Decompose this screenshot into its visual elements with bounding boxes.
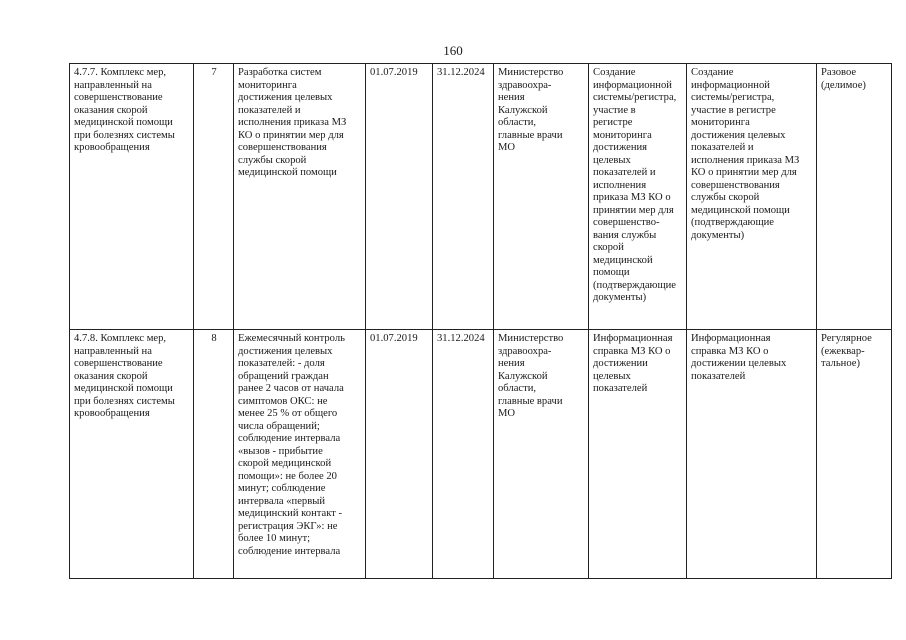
activity-cell-line: «вызов - прибытие [238,445,323,457]
control-type-cell-line: Регулярное [821,333,872,344]
result-cell-line: показателей [593,383,648,394]
end-date-cell: 31.12.2024 [433,64,494,330]
measure-cell-line: оказания скорой [74,370,148,382]
result-cell-line: документы) [593,292,647,303]
activity-cell-line: совершенствования [238,142,327,153]
page-number: 160 [443,43,463,58]
number-cell: 8 [194,330,234,579]
executor-cell-line: главные врачи [498,129,563,141]
control-type-cell-line: тальное) [821,358,860,369]
result-cell-line: участие в [593,104,636,116]
control-document-cell-line: документы) [691,229,745,241]
control-document-cell-line: Информационная [691,333,771,344]
result-cell-line: регистре [593,117,633,128]
control-document-cell-line: системы/регистра, [691,92,775,103]
activity-cell-line: КО о принятии мер для [238,129,344,141]
result-cell-line: справка МЗ КО о [593,345,671,357]
executor-cell-line: МО [498,408,516,419]
control-type-cell [817,330,892,579]
activity-cell-line: медицинский контакт - [238,508,343,519]
result-cell-line: Информационная [593,333,673,344]
activity-cell-line: показателей: - доля [238,358,325,369]
result-cell [589,64,687,330]
activity-cell-line: менее 25 % от общего [238,408,338,419]
activity-cell-line: минут; соблюдение [238,483,326,494]
control-document-cell-line: справка МЗ КО о [691,345,769,357]
control-type-cell [817,64,892,330]
control-document-cell-line: совершенствования [691,179,780,191]
control-type-cell-line: (ежеквар- [821,345,865,357]
measure-cell-line: совершенствование [74,92,163,103]
executor-cell-line: нения [498,92,525,103]
activity-cell-line: симптомов ОКС: не [238,395,328,407]
activity-cell [234,64,366,330]
activity-cell-line: скорой медицинской [238,458,332,469]
end-date-cell: 31.12.2024 [433,330,494,579]
activity-cell-line: обращений граждан [238,370,329,382]
measure-cell-line: медицинской помощи [74,117,173,128]
measure-cell-line: кровообращения [74,142,150,153]
activity-cell-line: регистрация ЭКГ»: не [238,520,338,532]
control-document-cell-line: участие в регистре [691,104,776,116]
activity-cell-line: соблюдение интервала [238,545,341,557]
result-cell-line: совершенство- [593,217,660,228]
control-document-cell [687,330,817,579]
measure-cell-line: медицинской помощи [74,383,173,394]
executor-cell-line: здравоохра- [498,79,552,91]
number-cell: 7 [194,64,234,330]
measure-cell-line: при болезнях системы [74,395,175,407]
measure-cell [70,330,194,579]
result-cell-line: приказа МЗ КО о [593,192,671,203]
activity-cell-line: показателей и [238,104,301,116]
measure-cell-line: 4.7.8. Комплекс мер, [74,333,167,344]
control-document-cell-line: показателей [691,370,746,382]
result-cell-line: достижения [593,142,648,153]
activity-cell-line: числа обращений; [238,420,320,432]
control-document-cell-line: достижения целевых [691,129,786,141]
control-document-cell-line: показателей и [691,142,754,153]
result-cell-line: (подтверждающие [593,279,677,291]
activity-cell-line: медицинской помощи [238,167,337,178]
start-date-cell: 01.07.2019 [366,330,433,579]
control-document-cell-line: информационной [691,79,770,91]
result-cell-line: целевых [593,154,631,166]
control-document-cell-line: (подтверждающие [691,217,775,228]
start-date-cell: 01.07.2019 [366,64,433,330]
control-document-cell-line: медицинской помощи [691,204,790,216]
result-cell-line: скорой [593,242,624,253]
executor-cell-line: Калужской [498,104,548,116]
result-cell-line: целевых [593,370,631,382]
executor-cell-line: области, [498,383,537,394]
executor-cell-line: МО [498,142,516,153]
activity-cell-line: помощи»: не более 20 [238,470,337,482]
measure-cell-line: совершенствование [74,358,163,369]
control-type-cell-line: Разовое [821,67,857,78]
control-document-cell [687,64,817,330]
result-cell-line: исполнения [593,179,647,191]
result-cell-line: системы/регистра, [593,92,677,103]
executor-cell-line: главные врачи [498,395,563,407]
activity-cell-line: ранее 2 часов от начала [238,383,344,394]
control-document-cell-line: службы скорой [691,192,760,203]
control-document-cell-line: мониторинга [691,117,750,128]
activity-cell-line: более 10 минут; [238,533,311,544]
result-cell-line: вания службы [593,229,657,241]
control-document-cell-line: КО о принятии мер для [691,167,797,178]
measure-cell [70,64,194,330]
control-type-cell-line: (делимое) [821,79,866,91]
measure-cell-line: кровообращения [74,408,150,419]
control-document-cell-line: достижении целевых [691,358,787,369]
executor-cell-line: Министерство [498,333,564,344]
activity-cell-line: исполнения приказа МЗ [238,117,347,128]
activity-cell [234,330,366,579]
control-document-cell-line: исполнения приказа МЗ [691,154,800,166]
executor-cell [494,330,589,579]
activity-cell-line: достижения целевых [238,345,333,357]
table-row [70,64,892,330]
result-cell-line: принятии мер для [593,204,674,216]
activity-cell-line: мониторинга [238,79,297,91]
control-document-cell-line: Создание [691,67,734,78]
result-cell-line: Создание [593,67,636,78]
executor-cell [494,64,589,330]
result-cell-line: медицинской [593,254,653,266]
result-cell-line: достижении [593,358,648,369]
executor-cell-line: Министерство [498,67,564,78]
executor-cell-line: Калужской [498,370,548,382]
measures-table [69,63,892,579]
executor-cell-line: здравоохра- [498,345,552,357]
result-cell [589,330,687,579]
result-cell-line: мониторинга [593,129,652,141]
activity-cell-line: Ежемесячный контроль [238,333,345,344]
executor-cell-line: области, [498,117,537,128]
activity-cell-line: Разработка систем [238,67,322,78]
measure-cell-line: направленный на [74,79,152,91]
executor-cell-line: нения [498,358,525,369]
activity-cell-line: службы скорой [238,154,307,166]
table-row [70,330,892,579]
result-cell-line: помощи [593,267,630,278]
result-cell-line: информационной [593,79,672,91]
activity-cell-line: достижения целевых [238,92,333,103]
activity-cell-line: интервала «первый [238,495,326,507]
measure-cell-line: оказания скорой [74,104,148,116]
measure-cell-line: 4.7.7. Комплекс мер, [74,67,167,78]
measure-cell-line: направленный на [74,345,152,357]
result-cell-line: показателей и [593,167,656,178]
activity-cell-line: соблюдение интервала [238,433,341,444]
measure-cell-line: при болезнях системы [74,129,175,141]
